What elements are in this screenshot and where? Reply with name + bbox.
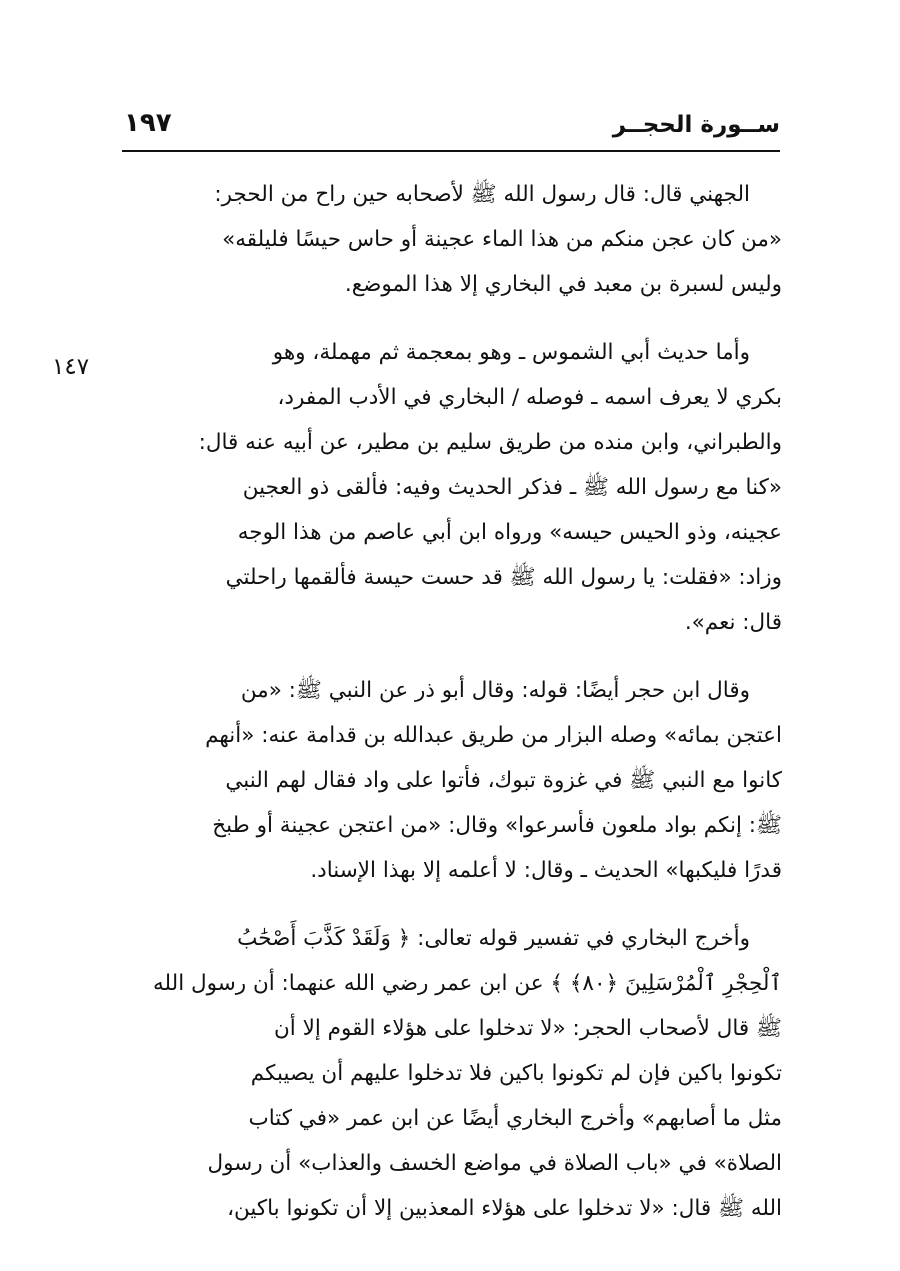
text-line: الصلاة» في «باب الصلاة في مواضع الخسف والعذاب» أن رسول [207, 1151, 782, 1176]
paragraph-4 [128, 916, 782, 1231]
paragraph-1 [128, 172, 782, 307]
text-line: والطبراني، وابن منده من طريق سليم بن مطير، عن أبيه عنه قال: [198, 430, 782, 455]
text-line: وليس لسبرة بن معبد في البخاري إلا هذا الموضع. [344, 272, 782, 297]
text-line: «كنا مع رسول الله ﷺ ـ فذكر الحديث وفيه: فألقى ذو العجين [242, 475, 782, 500]
text-line: مثل ما أصابهم» وأخرج البخاري أيضًا عن ابن عمر «في كتاب [248, 1106, 782, 1131]
paragraph-3 [128, 668, 782, 893]
text-line: «من كان عجن منكم من هذا الماء عجينة أو حاس حيسًا فليلقه» [222, 227, 782, 252]
text-line: ﷺ قال لأصحاب الحجر: «لا تدخلوا على هؤلاء القوم إلا أن [273, 1016, 782, 1041]
text-line: وأخرج البخاري في تفسير قوله تعالى: ﴿ وَلَقَدْ كَذَّبَ أَصْحَٰبُ [237, 926, 750, 951]
text-line: الجهني قال: قال رسول الله ﷺ لأصحابه حين راح من الحجر: [214, 182, 750, 207]
text-line: قال: نعم». [684, 610, 782, 635]
text-line: بكري لا يعرف اسمه ـ فوصله / البخاري في الأدب المفرد، [277, 385, 782, 410]
text-line: الله ﷺ قال: «لا تدخلوا على هؤلاء المعذبين إلا أن تكونوا باكين، [227, 1196, 782, 1221]
surah-title: ســورة الحجــر [612, 112, 780, 138]
main-text [128, 172, 782, 1231]
text-line: قدرًا فليكبها» الحديث ـ وقال: لا أعلمه إلا بهذا الإسناد. [310, 858, 782, 883]
text-line: ٱلْحِجْرِ ٱلْمُرْسَلِينَ ﴿٨٠﴾ ﴾ عن ابن عمر رضي الله عنهما: أن رسول الله [153, 971, 782, 996]
text-line: وأما حديث أبي الشموس ـ وهو بمعجمة ثم مهملة، وهو [272, 340, 750, 365]
text-line: تكونوا باكين فإن لم تكونوا باكين فلا تدخلوا عليهم أن يصيبكم [250, 1061, 782, 1086]
paragraph-2 [128, 330, 782, 645]
page-header [122, 106, 780, 152]
text-line: عجينه، وذو الحيس حيسه» ورواه ابن أبي عاصم من هذا الوجه [237, 520, 782, 545]
text-line: اعتجن بمائه» وصله البزار من طريق عبدالله بن قدامة عنه: «أنهم [205, 723, 782, 748]
page-number: ١٩٧ [124, 108, 172, 138]
text-line: وقال ابن حجر أيضًا: قوله: وقال أبو ذر عن النبي ﷺ: «من [240, 678, 750, 703]
margin-page-reference: ١٤٧ [52, 354, 90, 380]
text-line: كانوا مع النبي ﷺ في غزوة تبوك، فأتوا على واد فقال لهم النبي [225, 768, 782, 793]
text-line: وزاد: «فقلت: يا رسول الله ﷺ قد حست حيسة فألقمها راحلتي [225, 565, 782, 590]
text-line: ﷺ: إنكم بواد ملعون فأسرعوا» وقال: «من اعتجن عجينة أو طبخ [212, 813, 782, 838]
